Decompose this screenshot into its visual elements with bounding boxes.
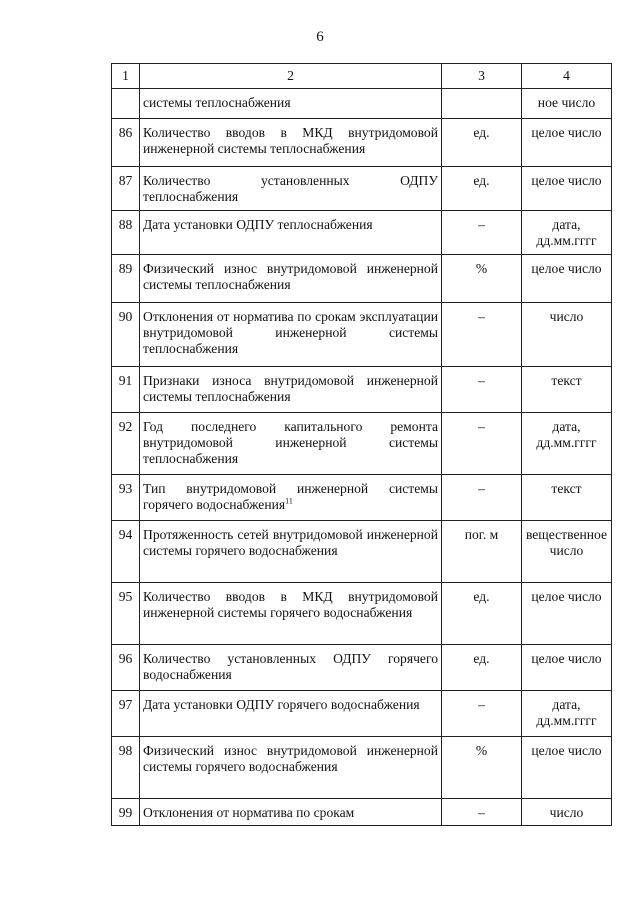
row-description-text: Протяженность сетей внутридомовой инженерной системы горячего водоснабжения [143,527,438,558]
table-row [112,255,612,303]
row-unit: – [442,367,522,413]
row-description [140,167,442,211]
row-description [140,255,442,303]
row-unit: – [442,475,522,521]
table-row [112,119,612,167]
row-description-text: Признаки износа внутридомовой инженерной системы теплоснабжения [143,373,438,404]
row-number: 96 [112,645,140,691]
row-description [140,475,442,521]
row-description-text: системы теплоснабжения [143,95,291,110]
table-row [112,691,612,737]
table-row [112,167,612,211]
row-number: 90 [112,303,140,367]
row-number: 94 [112,521,140,583]
page-number: 6 [316,29,324,45]
row-unit: ед. [442,583,522,645]
row-description-text: Количество установленных ОДПУ горячего водоснабжения [143,651,438,682]
row-description [140,303,442,367]
row-value-type: целое число [522,119,612,167]
row-description-text: Количество установленных ОДПУ теплоснабжения [143,173,438,204]
table-row [112,367,612,413]
row-number: 87 [112,167,140,211]
row-description [140,367,442,413]
row-value-type: целое число [522,645,612,691]
row-value-type: дата, дд.мм.гггг [522,691,612,737]
row-description-text: Дата установки ОДПУ горячего водоснабжения [143,697,420,712]
table-row [112,799,612,826]
row-value-type: число [522,303,612,367]
row-number: 97 [112,691,140,737]
row-description-text: Отклонения от норматива по срокам эксплуатации внутридомовой инженерной системы теплоснабжения [143,309,438,356]
table-row [112,583,612,645]
row-number: 89 [112,255,140,303]
row-description [140,89,442,119]
footnote-marker: 11 [285,496,293,506]
row-unit: пог. м [442,521,522,583]
row-description-text: Отклонения от норматива по срокам [143,805,355,820]
row-unit: – [442,413,522,475]
row-description-text: Физический износ внутридомовой инженерной системы теплоснабжения [143,261,438,292]
row-unit: ед. [442,167,522,211]
row-number [112,89,140,119]
row-description [140,413,442,475]
row-unit [442,89,522,119]
row-unit: % [442,255,522,303]
table-row [112,89,612,119]
row-number: 88 [112,211,140,255]
header-col-3: 3 [442,64,522,89]
header-col-4: 4 [522,64,612,89]
row-description-text: Физический износ внутридомовой инженерной системы горячего водоснабжения [143,743,438,774]
table-row [112,737,612,799]
row-description-text: Количество вводов в МКД внутридомовой инженерной системы теплоснабжения [143,125,438,156]
row-value-type: число [522,799,612,826]
row-value-type: целое число [522,583,612,645]
table-row [112,521,612,583]
row-value-type: дата, дд.мм.гггг [522,413,612,475]
row-unit: ед. [442,645,522,691]
row-value-type: ное число [522,89,612,119]
row-description [140,737,442,799]
table-row [112,303,612,367]
row-unit: % [442,737,522,799]
row-unit: – [442,303,522,367]
row-description-text: Тип внутридомовой инженерной системы горячего водоснабжения [143,481,438,512]
row-unit: – [442,211,522,255]
row-number: 99 [112,799,140,826]
row-number: 91 [112,367,140,413]
row-number: 92 [112,413,140,475]
row-unit: ед. [442,119,522,167]
row-number: 86 [112,119,140,167]
row-description [140,645,442,691]
row-number: 93 [112,475,140,521]
attributes-table [111,63,612,826]
table-row [112,475,612,521]
row-value-type: целое число [522,255,612,303]
row-description [140,583,442,645]
row-description [140,799,442,826]
header-col-2: 2 [140,64,442,89]
row-description [140,211,442,255]
row-unit: – [442,691,522,737]
row-description [140,521,442,583]
row-description [140,119,442,167]
row-number: 98 [112,737,140,799]
row-description-text: Количество вводов в МКД внутридомовой инженерной системы горячего водоснабжения [143,589,438,620]
row-value-type: дата, дд.мм.гггг [522,211,612,255]
table-body [112,89,612,826]
row-description-text: Дата установки ОДПУ теплоснабжения [143,217,373,232]
row-value-type: целое число [522,737,612,799]
row-value-type: текст [522,475,612,521]
table-row [112,645,612,691]
row-description [140,691,442,737]
row-value-type: текст [522,367,612,413]
row-value-type: целое число [522,167,612,211]
row-description-text: Год последнего капитального ремонта внутридомовой инженерной системы теплоснабжения [143,419,438,466]
row-unit: – [442,799,522,826]
header-col-1: 1 [112,64,140,89]
table-row [112,413,612,475]
row-value-type: вещественное число [522,521,612,583]
table-row [112,211,612,255]
table-header-row [112,64,612,89]
row-number: 95 [112,583,140,645]
